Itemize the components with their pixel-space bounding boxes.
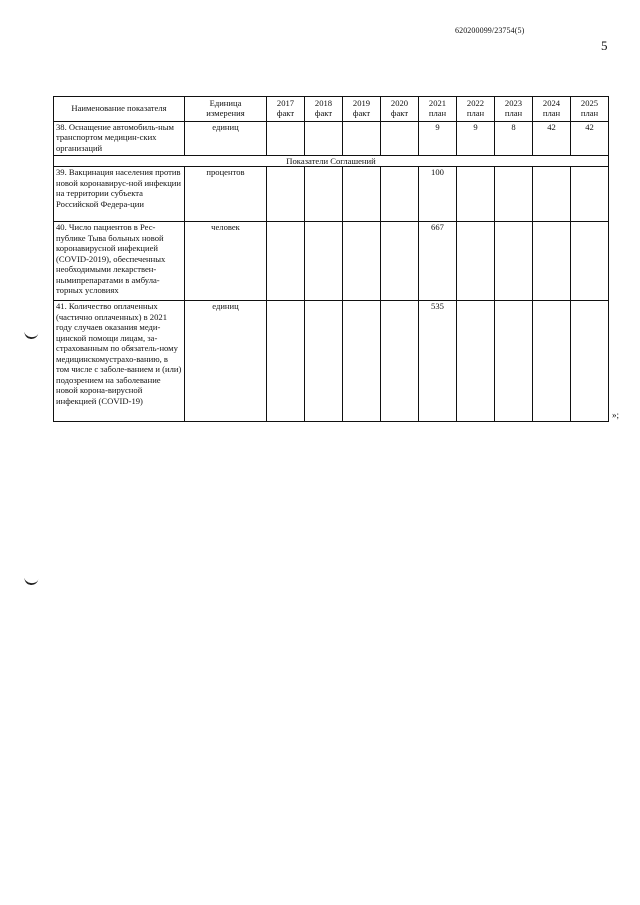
cell-2025 [571,222,609,301]
cell-2021: 9 [419,121,457,155]
column-header-2020: 2020 факт [381,97,419,122]
margin-mark [24,576,39,586]
cell-2017 [267,222,305,301]
cell-2019 [343,121,381,155]
row-41-unit: единиц [185,301,267,422]
column-header-name: Наименование показателя [54,97,185,122]
cell-2019 [343,301,381,422]
cell-2020 [381,222,419,301]
row-38-name: 38. Оснащение автомобиль-ным транспортом медицин-ских организаций [54,121,185,155]
row-39-name: 39. Вакцинация населения против новой коронавирус-ной инфекции на территории субъекта Российской Федера-ции [54,167,185,222]
cell-2022: 9 [457,121,495,155]
table-row [54,222,609,301]
column-header-2024: 2024 план [533,97,571,122]
section-row [54,155,609,166]
column-header-unit: Единица измерения [185,97,267,122]
cell-2024 [533,167,571,222]
cell-2023 [495,167,533,222]
table-header-row [54,97,609,122]
row-40-unit: человек [185,222,267,301]
cell-2025 [571,167,609,222]
page-number: 5 [601,38,608,53]
column-header-2025: 2025 план [571,97,609,122]
cell-2022 [457,222,495,301]
cell-2018 [305,167,343,222]
column-header-2017: 2017 факт [267,97,305,122]
cell-2018 [305,301,343,422]
cell-2017 [267,167,305,222]
cell-2019 [343,222,381,301]
cell-2021: 535 [419,301,457,422]
closing-quote: »; [612,410,620,420]
cell-2018 [305,121,343,155]
cell-2024 [533,301,571,422]
row-38-unit: единиц [185,121,267,155]
document-registration-number: 620200099/23754(5) [455,26,525,35]
row-40-name: 40. Число пациентов в Рес-публике Тыва больных новой коронавирусной инфекцией (COVID-2019), обеспеченных необходимыми лекарствен-нымипрепаратами в амбула-торных условиях [54,222,185,301]
cell-2017 [267,121,305,155]
cell-2019 [343,167,381,222]
cell-2017 [267,301,305,422]
cell-2021: 667 [419,222,457,301]
cell-2023 [495,222,533,301]
column-header-2021: 2021 план [419,97,457,122]
cell-2022 [457,167,495,222]
section-title: Показатели Соглашений [54,155,609,166]
table-row [54,167,609,222]
cell-2025: 42 [571,121,609,155]
row-41-name: 41. Количество оплаченных (частично оплаченных) в 2021 году случаев оказания меди-цинской помощи лицам, за-страхованным по обязатель-ному медицинскомустрахо-ванию, в том числе с заболе-ванием и (или) подозрением на заболевание новой корона-вирусной инфекцией (COVID-19) [54,301,185,422]
margin-mark [24,330,39,340]
row-39-unit: процентов [185,167,267,222]
indicators-table [53,96,609,422]
cell-2023: 8 [495,121,533,155]
cell-2024: 42 [533,121,571,155]
cell-2024 [533,222,571,301]
cell-2020 [381,167,419,222]
cell-2020 [381,121,419,155]
table-row [54,301,609,422]
column-header-2019: 2019 факт [343,97,381,122]
column-header-2018: 2018 факт [305,97,343,122]
cell-2020 [381,301,419,422]
cell-2023 [495,301,533,422]
cell-2022 [457,301,495,422]
column-header-2023: 2023 план [495,97,533,122]
cell-2021: 100 [419,167,457,222]
cell-2025 [571,301,609,422]
column-header-2022: 2022 план [457,97,495,122]
table-row [54,121,609,155]
cell-2018 [305,222,343,301]
